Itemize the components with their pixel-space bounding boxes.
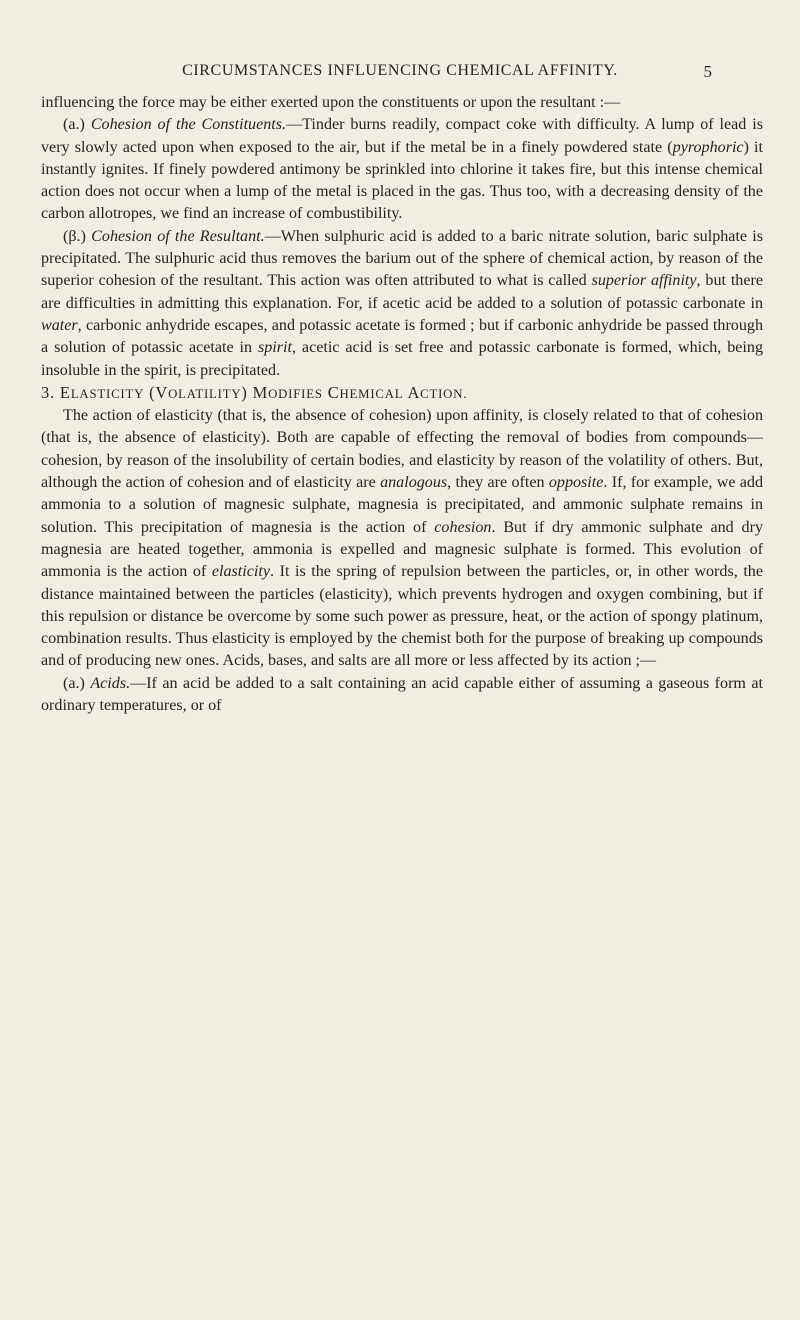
heading-smallcaps: CTION. <box>420 386 468 401</box>
paragraph-text: . If, for example, we add ammonia to a solution of magnesic sulphate, magnesia is precipitated, and ammonic sulphate remains in solution. This precipitation of magnesia is the action of <box>41 474 764 536</box>
italic-term: opposite <box>548 474 604 492</box>
running-title: CIRCUMSTANCES INFLUENCING CHEMICAL AFFINITY. <box>182 62 618 79</box>
italic-term: spirit <box>257 339 292 357</box>
italic-term: superior affinity <box>591 272 697 290</box>
heading-paren: ) <box>241 382 248 402</box>
paragraph-text: , acetic acid is set free and potassic carbonate is formed, which, being insoluble in the spirit, is precipitated. <box>41 339 763 379</box>
heading-smallcaps: OLATILITY <box>168 386 242 401</box>
paragraph-text: The action of elasticity (that is, the absence of cohesion) upon affinity, is closely related to that of cohesion (that is, the absence of elasticity). Both are capable of effecting the removal of bodies from compounds—cohesion, by reason of the insolubility of certain bodies, and elasticity by reason of the volatility of others. But, although the action of cohesion and of elasticity are <box>41 407 763 492</box>
italic-term: pyrophoric <box>672 138 744 156</box>
item-marker: (β.) <box>63 227 86 245</box>
italic-term: water <box>41 316 78 334</box>
paragraph-text: influencing the force may be either exerted upon the constituents or upon the resultant :— <box>41 94 621 111</box>
paragraph-continuation <box>41 92 763 114</box>
heading-initial: E <box>59 382 71 402</box>
heading-word <box>328 383 404 402</box>
section-number: 3. <box>41 382 55 402</box>
paragraph-text: . It is the spring of repulsion between the particles, or, in other words, the distance maintained between the particles (elasticity), which prevents hydrogen and oxygen combining, but if this repulsion or distance be overcome by some such power as pressure, heat, or the action of spongy platinum, combination results. Thus elasticity is employed by the chemist both for the purpose of breaking up compounds and of producing new ones. Acids, bases, and salts are all more or less affected by its action ;— <box>41 563 763 670</box>
section-heading <box>41 382 763 405</box>
italic-term: analogous <box>380 474 448 492</box>
body-text <box>41 92 763 717</box>
paragraph-text: . But if dry ammonic sulphate and dry magnesia are heated together, ammonia is expelled and magnesic sulphate is formed. This evolution of ammonia is the action of <box>41 518 763 581</box>
item-title: Cohesion of the Resultant. <box>91 227 265 245</box>
item-marker: (a.) <box>63 116 85 134</box>
italic-term: cohesion <box>434 518 492 536</box>
heading-word <box>253 383 323 402</box>
paragraph-text: —If an acid be added to a salt containing an acid capable either of assuming a gaseous form at ordinary temperatures, or of <box>41 674 763 715</box>
heading-initial: M <box>252 382 269 402</box>
item-title: Acids. <box>90 674 131 692</box>
heading-smallcaps: LASTICITY <box>70 386 145 401</box>
heading-word <box>149 383 248 402</box>
italic-term: elasticity <box>211 563 270 581</box>
paragraph-text: —When sulphuric acid is added to a baric nitrate solution, baric sulphate is precipitated. The sulphuric acid thus removes the barium out of the sphere of chemical action, by reason of the superior cohesion of the resultant. This action was often attributed to what is called <box>41 227 764 290</box>
paragraph-acids <box>41 673 763 718</box>
item-marker: (a.) <box>63 674 85 692</box>
heading-initial: C <box>327 382 340 402</box>
heading-initial: A <box>407 382 421 402</box>
heading-smallcaps: HEMICAL <box>339 386 404 401</box>
heading-word <box>407 383 467 402</box>
running-head <box>0 62 800 86</box>
heading-word <box>60 383 144 402</box>
paragraph-text: ) it instantly ignites. If finely powdered antimony be sprinkled into chlorine it takes fire, but this intense chemical action does not occur when a lump of the metal is placed in the gas. Thus too, with a decreasing density of the carbon allotropes, we find an increase of combustibility. <box>41 138 764 223</box>
page-number: 5 <box>703 62 712 81</box>
heading-smallcaps: ODIFIES <box>268 386 323 401</box>
paragraph-elasticity <box>41 405 763 673</box>
paragraph-text: , they are often <box>447 474 549 492</box>
paragraph-text: , carbonic anhydride escapes, and potassic acetate is formed ; but if carbonic anhydride be passed through a solution of potassic acetate in <box>41 316 763 357</box>
heading-initial: V <box>155 382 169 402</box>
paragraph-text: , but there are difficulties in admitting this explanation. For, if acetic acid be added to a solution of potassic carbonate in <box>41 272 763 312</box>
item-title: Cohesion of the Constituents. <box>90 116 287 134</box>
paragraph-cohesion-resultant <box>41 226 763 382</box>
paragraph-text: —Tinder burns readily, compact coke with difficulty. A lump of lead is very slowly acted upon when exposed to the air, but if the metal be in a finely powdered state ( <box>41 116 763 156</box>
heading-paren: ( <box>149 382 156 402</box>
paragraph-cohesion-constituents <box>41 114 763 225</box>
